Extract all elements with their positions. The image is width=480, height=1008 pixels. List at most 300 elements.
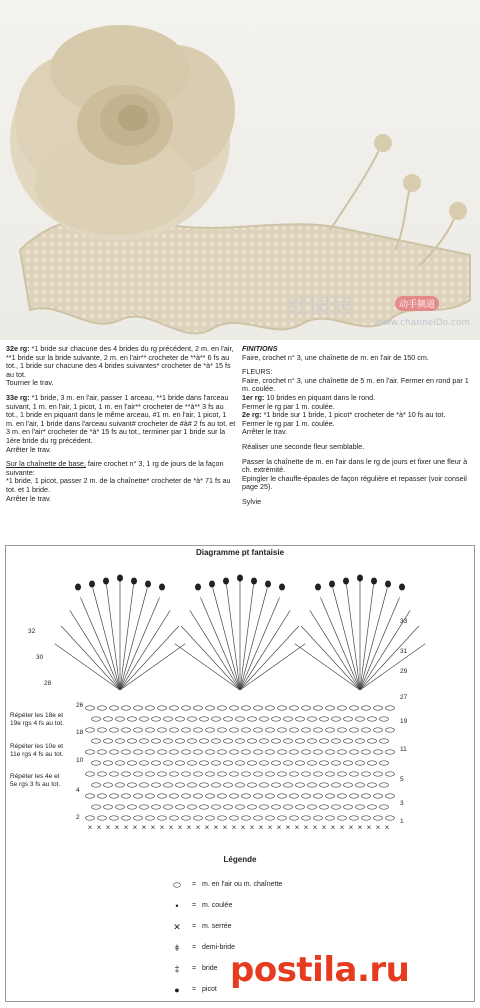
legend-symbol-icon: • — [175, 901, 179, 911]
row-number-right: 33 — [400, 618, 408, 625]
row-number-right: 11 — [400, 746, 407, 753]
chain-loop-mark — [218, 794, 227, 798]
picot-mark — [159, 584, 165, 591]
chain-loop-mark — [362, 728, 371, 732]
base-chain-instructions: Sur la chaînette de base, faire crochet n° 3, 1 rg de jours de la façon suivante: *1 bride, 1 picot, passer 2 m. de la chaînette* crocheter de *à* 71 fs au tot. et 1 bride. Arrêter le trav. — [6, 459, 231, 503]
chain-loop-mark — [170, 772, 179, 776]
chain-loop-mark — [368, 783, 377, 787]
legend-equals: = — [192, 902, 197, 909]
chain-loop-mark — [104, 761, 113, 765]
chain-loop-mark — [236, 761, 245, 765]
fleurs-section: FLEURS: Faire, crochet n° 3, une chaînette de 5 m. en l'air. Fermer en rond par 1 m. coulée. — [242, 367, 471, 394]
single-crochet-mark: × — [159, 823, 165, 832]
row-number-right: 3 — [400, 800, 404, 807]
chain-loop-mark — [296, 783, 305, 787]
chain-loop-mark — [104, 805, 113, 809]
chain-loop-mark — [320, 783, 329, 787]
chain-loop-mark — [302, 750, 311, 754]
row-number-left: 4 — [76, 787, 80, 794]
chain-loop-mark — [98, 750, 107, 754]
chain-loop-mark — [230, 772, 239, 776]
row-number-left: 2 — [76, 814, 80, 821]
chain-loop-mark — [278, 816, 287, 820]
chain-loop-mark — [236, 783, 245, 787]
picot-mark — [145, 581, 151, 588]
chain-loop-mark — [320, 717, 329, 721]
chain-loop-mark — [182, 816, 191, 820]
chain-loop-mark — [308, 717, 317, 721]
chain-loop-mark — [134, 794, 143, 798]
chain-loop-mark — [98, 816, 107, 820]
chain-loop-mark — [242, 772, 251, 776]
chain-loop-mark — [122, 728, 131, 732]
chain-loop-mark — [164, 805, 173, 809]
chain-loop-mark — [326, 728, 335, 732]
chain-loop-mark — [206, 706, 215, 710]
chain-loop-mark — [224, 739, 233, 743]
row-number-right: 1 — [400, 818, 404, 825]
legend-equals: = — [192, 944, 197, 951]
second-flower-text: Réaliser une seconde fleur semblable. — [242, 441, 365, 451]
chain-loop-mark — [86, 706, 95, 710]
picot-mark — [343, 578, 349, 585]
chain-loop-mark — [290, 728, 299, 732]
legend-symbol-icon: ● — [174, 985, 180, 995]
chain-loop-mark — [386, 794, 395, 798]
chain-loop-mark — [350, 706, 359, 710]
chain-loop-mark — [314, 706, 323, 710]
chain-loop-mark — [140, 761, 149, 765]
chain-loop-mark — [188, 805, 197, 809]
finitions-section: FINITIONS Faire, crochet n° 3, une chaînette de m. en l'air de 150 cm. — [242, 344, 429, 362]
picot-mark — [103, 578, 109, 585]
single-crochet-mark: × — [357, 823, 363, 832]
chain-loop-mark — [260, 761, 269, 765]
chain-loop-mark — [254, 772, 263, 776]
picot-mark — [279, 584, 285, 591]
row-number-left: 30 — [36, 654, 44, 661]
chain-loop-mark — [344, 717, 353, 721]
assembly-text: Passer la chaînette de m. en l'air dans le rg de jours et fixer une fleur à ch. extrémité. Epingler le chauffe-épaules de façon régulière et repasser (voir conseil page 25). — [242, 456, 468, 492]
fleurs-row-1: 1er rg: 10 brides en piquant dans le rond. Fermer le rg par 1 m. coulée. — [242, 392, 376, 411]
chain-loop-mark — [350, 772, 359, 776]
fleurs-heading: FLEURS: — [242, 367, 273, 377]
chain-loop-mark — [302, 728, 311, 732]
row-number-left: 10 — [76, 757, 84, 764]
picot-mark — [209, 581, 215, 588]
chain-loop-mark — [218, 772, 227, 776]
chain-loop-mark — [266, 772, 275, 776]
chain-loop-mark — [92, 717, 101, 721]
chain-loop-mark — [86, 816, 95, 820]
diagram-title: Diagramme pt fantaisie — [195, 548, 285, 557]
chain-loop-mark — [194, 816, 203, 820]
chain-loop-mark — [362, 772, 371, 776]
chain-loop-mark — [272, 717, 281, 721]
treble-stitch-mark — [240, 610, 290, 690]
chain-loop-mark — [158, 772, 167, 776]
chain-loop-mark — [134, 728, 143, 732]
chain-loop-mark — [284, 761, 293, 765]
chain-loop-mark — [380, 739, 389, 743]
chain-loop-mark — [110, 728, 119, 732]
picot-mark — [251, 578, 257, 585]
chain-loop-mark — [266, 750, 275, 754]
row-33-instructions: 33e rg: *1 bride, 3 m. en l'air, passer 1 arceau, **1 bride dans l'arceau suivant, 1 m. en l'air, 1 picot, 1 m. en l'air** crocheter de **à** 3 fs au tot., 1 bride en piquant dans le même arceau, #1 m. en l'air, 1 picot, 1 m. en l'air, 1 bride dans l'arceau suivant# crocheter de #à# 2 fs au tot. et 3 m. en l'air* crocheter de *à* 15 fs au tot., terminer par 1 bride sur la 1ère bride du rg précédent. Arrêter le trav. — [6, 392, 236, 454]
chain-loop-mark — [170, 794, 179, 798]
chain-loop-mark — [326, 750, 335, 754]
chain-loop-mark — [230, 750, 239, 754]
chain-loop-mark — [134, 772, 143, 776]
chain-loop-mark — [122, 772, 131, 776]
chain-loop-mark — [110, 794, 119, 798]
chain-loop-mark — [242, 750, 251, 754]
watermark-badge: 动手频道 — [395, 296, 439, 311]
chain-loop-mark — [356, 739, 365, 743]
chain-loop-mark — [308, 805, 317, 809]
chain-loop-mark — [98, 794, 107, 798]
chain-loop-mark — [230, 794, 239, 798]
chain-loop-mark — [212, 739, 221, 743]
chain-loop-mark — [248, 739, 257, 743]
chain-loop-mark — [386, 772, 395, 776]
chain-loop-mark — [308, 783, 317, 787]
chain-loop-mark — [368, 717, 377, 721]
chain-loop-mark — [152, 739, 161, 743]
chain-loop-mark — [344, 783, 353, 787]
chain-loop-mark — [164, 783, 173, 787]
chain-loop-mark — [284, 739, 293, 743]
chain-loop-mark — [122, 750, 131, 754]
chain-loop-mark — [152, 761, 161, 765]
chain-loop-mark — [146, 750, 155, 754]
chain-loop-mark — [284, 717, 293, 721]
chain-loop-mark — [236, 739, 245, 743]
chain-loop-mark — [260, 739, 269, 743]
chain-loop-mark — [314, 750, 323, 754]
chain-loop-mark — [356, 805, 365, 809]
chain-loop-mark — [206, 750, 215, 754]
picot-mark — [315, 584, 321, 591]
chain-loop-mark — [236, 805, 245, 809]
single-crochet-mark: × — [123, 823, 129, 832]
picot-mark — [75, 584, 81, 591]
single-crochet-mark: × — [285, 823, 291, 832]
row-number-right: 5 — [400, 776, 404, 783]
legend-equals: = — [192, 923, 197, 930]
chain-loop-mark — [380, 761, 389, 765]
chain-loop-mark — [344, 805, 353, 809]
legend-equals: = — [192, 965, 197, 972]
single-crochet-mark: × — [330, 823, 336, 832]
chain-loop-mark — [146, 728, 155, 732]
picot-mark — [89, 581, 95, 588]
chain-loop-mark — [188, 783, 197, 787]
chain-loop-mark — [344, 739, 353, 743]
chain-loop-mark — [212, 805, 221, 809]
legend-label: bride — [202, 965, 218, 972]
chain-loop-mark — [170, 750, 179, 754]
treble-stitch-mark — [190, 610, 240, 690]
chain-loop-mark — [374, 816, 383, 820]
chain-loop-mark — [122, 794, 131, 798]
chain-loop-mark — [86, 772, 95, 776]
chain-loop-mark — [158, 728, 167, 732]
chain-loop-mark — [254, 728, 263, 732]
chain-loop-mark — [182, 728, 191, 732]
treble-stitch-mark — [70, 610, 120, 690]
single-crochet-mark: × — [96, 823, 102, 832]
chain-loop-mark — [326, 794, 335, 798]
chain-loop-mark — [92, 783, 101, 787]
chain-loop-mark — [332, 761, 341, 765]
chain-loop-mark — [194, 728, 203, 732]
chain-loop-mark — [374, 772, 383, 776]
single-crochet-mark: × — [384, 823, 390, 832]
chain-loop-mark — [296, 717, 305, 721]
chain-loop-mark — [338, 728, 347, 732]
chain-loop-mark — [152, 783, 161, 787]
chain-loop-mark — [350, 750, 359, 754]
chain-loop-mark — [248, 761, 257, 765]
chain-loop-mark — [242, 816, 251, 820]
legend-symbol-icon: ✕ — [173, 922, 181, 932]
chain-loop-mark — [224, 761, 233, 765]
chain-loop-mark — [248, 783, 257, 787]
single-crochet-mark: × — [249, 823, 255, 832]
chain-loop-mark — [380, 783, 389, 787]
treble-stitch-mark — [310, 610, 360, 690]
chain-loop-mark — [284, 783, 293, 787]
chain-loop-mark — [248, 717, 257, 721]
single-crochet-mark: × — [303, 823, 309, 832]
chain-loop-mark — [260, 717, 269, 721]
chain-loop-mark — [380, 717, 389, 721]
chain-loop-mark — [164, 717, 173, 721]
chain-loop-mark — [314, 794, 323, 798]
picot-mark — [357, 575, 363, 582]
single-crochet-mark: × — [267, 823, 273, 832]
chain-loop-mark — [338, 706, 347, 710]
chain-loop-mark — [152, 805, 161, 809]
chain-loop-mark — [212, 717, 221, 721]
chain-loop-mark — [176, 761, 185, 765]
chain-loop-mark — [278, 772, 287, 776]
chain-loop-mark — [140, 739, 149, 743]
chain-loop-mark — [314, 816, 323, 820]
chain-loop-mark — [86, 794, 95, 798]
single-crochet-mark: × — [258, 823, 264, 832]
single-crochet-mark: × — [231, 823, 237, 832]
chain-loop-mark — [194, 794, 203, 798]
chain-loop-mark — [212, 783, 221, 787]
chain-loop-mark — [338, 794, 347, 798]
chain-loop-mark — [272, 783, 281, 787]
chain-loop-mark — [200, 761, 209, 765]
chain-loop-mark — [188, 761, 197, 765]
chain-loop-mark — [176, 783, 185, 787]
chain-loop-mark — [350, 794, 359, 798]
picot-mark — [385, 581, 391, 588]
chain-loop-mark — [104, 783, 113, 787]
chain-loop-mark — [362, 750, 371, 754]
chain-loop-mark — [266, 794, 275, 798]
single-crochet-mark: × — [195, 823, 201, 832]
legend-equals: = — [192, 986, 197, 993]
single-crochet-mark: × — [366, 823, 372, 832]
chain-loop-mark — [332, 739, 341, 743]
single-crochet-mark: × — [105, 823, 111, 832]
single-crochet-mark: × — [240, 823, 246, 832]
chain-loop-mark — [104, 717, 113, 721]
row-number-left: 18 — [76, 729, 84, 736]
chain-loop-mark — [230, 728, 239, 732]
finitions-heading: FINITIONS — [242, 344, 278, 353]
picot-mark — [223, 578, 229, 585]
chain-loop-mark — [374, 706, 383, 710]
chain-loop-mark — [284, 805, 293, 809]
chain-loop-mark — [98, 772, 107, 776]
legend-label: demi-bride — [202, 944, 236, 951]
chain-loop-mark — [344, 761, 353, 765]
chain-loop-mark — [302, 816, 311, 820]
chain-loop-mark — [368, 761, 377, 765]
chain-loop-mark — [92, 805, 101, 809]
chain-loop-mark — [86, 728, 95, 732]
signature: Sylvie — [242, 496, 262, 506]
chain-loop-mark — [260, 805, 269, 809]
legend-label: picot — [202, 986, 217, 993]
legend-symbol-icon: ‡ — [174, 964, 180, 974]
chain-loop-mark — [140, 783, 149, 787]
chain-loop-mark — [260, 783, 269, 787]
single-crochet-mark: × — [213, 823, 219, 832]
chain-loop-mark — [386, 816, 395, 820]
chain-loop-mark — [146, 816, 155, 820]
legend-label: m. serrée — [202, 923, 232, 930]
chain-loop-mark — [158, 794, 167, 798]
chain-loop-mark — [278, 706, 287, 710]
chain-loop-mark — [146, 794, 155, 798]
row-number-left: 26 — [76, 702, 84, 709]
chain-loop-mark — [254, 750, 263, 754]
chain-loop-mark — [320, 739, 329, 743]
chain-loop-mark — [266, 816, 275, 820]
chain-loop-mark — [374, 728, 383, 732]
chain-loop-mark — [164, 761, 173, 765]
chain-loop-mark — [86, 750, 95, 754]
chain-loop-mark — [92, 761, 101, 765]
chain-loop-mark — [128, 739, 137, 743]
chain-loop-mark — [158, 750, 167, 754]
chain-loop-mark — [182, 750, 191, 754]
chain-loop-mark — [272, 761, 281, 765]
chain-loop-mark — [110, 706, 119, 710]
chain-loop-mark — [188, 717, 197, 721]
chain-loop-mark — [116, 717, 125, 721]
chain-loop-mark — [368, 805, 377, 809]
chain-loop-mark — [386, 706, 395, 710]
chain-loop-mark — [170, 816, 179, 820]
chain-loop-mark — [110, 750, 119, 754]
chain-loop-mark — [92, 739, 101, 743]
row-number-left: 28 — [44, 680, 52, 687]
legend-equals: = — [192, 881, 197, 888]
chain-loop-mark — [98, 706, 107, 710]
chain-loop-mark — [278, 728, 287, 732]
chain-loop-mark — [272, 805, 281, 809]
chain-loop-mark — [266, 706, 275, 710]
chain-loop-mark — [290, 794, 299, 798]
chain-loop-mark — [248, 805, 257, 809]
chain-loop-mark — [212, 761, 221, 765]
chain-loop-mark — [356, 761, 365, 765]
chain-loop-mark — [320, 761, 329, 765]
row-number-right: 27 — [400, 694, 408, 701]
chain-loop-mark — [170, 706, 179, 710]
watermark-url: www.channelDo.com — [376, 318, 471, 328]
single-crochet-mark: × — [141, 823, 147, 832]
single-crochet-mark: × — [375, 823, 381, 832]
chain-loop-mark — [290, 706, 299, 710]
chain-loop-mark — [200, 783, 209, 787]
chain-loop-mark — [362, 794, 371, 798]
chain-loop-mark — [176, 717, 185, 721]
chain-loop-mark — [206, 794, 215, 798]
chain-loop-mark — [194, 772, 203, 776]
chain-loop-mark — [194, 706, 203, 710]
chain-loop-mark — [356, 717, 365, 721]
chain-loop-mark — [134, 816, 143, 820]
chart-marks — [55, 575, 425, 833]
chain-loop-mark — [206, 772, 215, 776]
single-crochet-mark: × — [177, 823, 183, 832]
chain-loop-mark — [242, 706, 251, 710]
chain-loop-mark — [116, 805, 125, 809]
chain-loop-mark — [128, 717, 137, 721]
chain-loop-mark — [362, 706, 371, 710]
postila-logo: postila.ru — [230, 950, 410, 990]
chain-loop-mark — [176, 739, 185, 743]
repeat-note-18-19: Répéter les 18e et 19e rgs 4 fs au tot. — [10, 712, 64, 727]
chain-loop-mark — [158, 706, 167, 710]
legend-symbol-icon: ǂ — [174, 943, 180, 953]
picot-mark — [237, 575, 243, 582]
row-number-left: 32 — [28, 628, 36, 635]
chain-loop-mark — [236, 717, 245, 721]
chain-loop-mark — [128, 805, 137, 809]
chain-loop-mark — [224, 717, 233, 721]
legend-label: m. en l'air ou m. chaînette — [202, 881, 283, 888]
single-crochet-mark: × — [276, 823, 282, 832]
chain-loop-mark — [170, 728, 179, 732]
chain-loop-mark — [338, 772, 347, 776]
chain-loop-mark — [254, 794, 263, 798]
chain-loop-mark — [302, 794, 311, 798]
chain-loop-mark — [254, 816, 263, 820]
chain-loop-mark — [140, 805, 149, 809]
single-crochet-mark: × — [222, 823, 228, 832]
chain-loop-mark — [338, 816, 347, 820]
chain-loop-mark — [266, 728, 275, 732]
chain-loop-mark — [314, 772, 323, 776]
legend-symbol-icon: ⬭ — [173, 880, 181, 890]
chain-loop-mark — [302, 706, 311, 710]
chain-loop-mark — [230, 816, 239, 820]
chain-loop-mark — [380, 805, 389, 809]
chain-loop-mark — [206, 816, 215, 820]
chain-loop-mark — [110, 816, 119, 820]
